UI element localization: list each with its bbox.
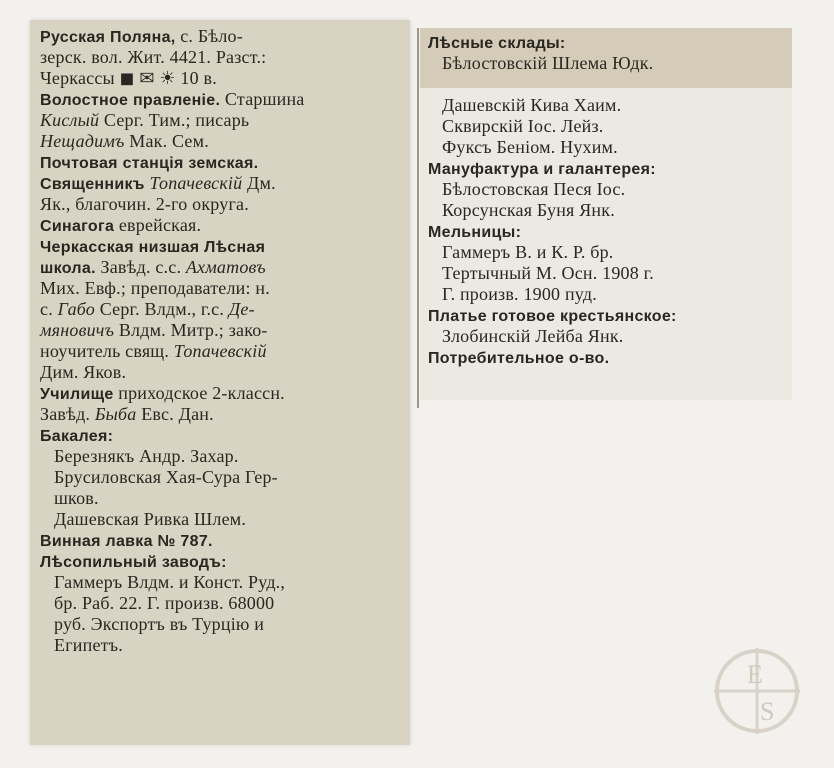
text: зерск. вол. Жит. 4421. Разст.: xyxy=(40,47,267,67)
list-item: Березнякъ Андр. Захар. xyxy=(54,446,239,466)
heading-uchilishche: Училище xyxy=(40,386,114,403)
watermark-letter-s: S xyxy=(760,697,775,726)
person-name: Топачевскій xyxy=(144,173,243,193)
text: Серг. Тим.; писарь xyxy=(99,110,250,130)
text: с. Бѣло- xyxy=(175,26,243,46)
watermark-letter-e: E xyxy=(747,660,763,689)
list-item: Фуксъ Беніом. Нухим. xyxy=(442,137,618,157)
text: Черкассы xyxy=(40,68,120,88)
text: Дим. Яков. xyxy=(40,362,127,382)
list-item: Египетъ. xyxy=(54,635,123,655)
heading-grocery: Бакалея: xyxy=(40,428,114,445)
heading-manufactory: Мануфактура и галантерея: xyxy=(428,161,656,178)
list-item: Злобинскій Лейба Янк. xyxy=(442,326,624,346)
list-item: Тертычный М. Осн. 1908 г. xyxy=(442,263,654,283)
text: Як., благочин. 2-го округа. xyxy=(40,194,249,214)
list-item: Гаммеръ Влдм. и Конст. Руд., xyxy=(54,572,286,592)
person-name: Топачевскій xyxy=(173,341,267,361)
list-item: Бѣлостовскій Шлема Юдк. xyxy=(442,53,654,73)
text: Завѣд. xyxy=(40,404,95,424)
person-name: Нещадимъ xyxy=(40,131,125,151)
list-item: Бѣлостовская Песя Іос. xyxy=(442,179,626,199)
text: Влдм. Митр.; зако- xyxy=(114,320,268,340)
heading-post: Почтовая станція земская. xyxy=(40,155,259,172)
right-column-text xyxy=(428,32,788,368)
list-item: шков. xyxy=(54,488,99,508)
text: еврейская. xyxy=(114,215,202,235)
heading-school: Черкасская низшая Лѣсная xyxy=(40,239,266,256)
heading-wine-shop: Винная лавка № 787. xyxy=(40,533,213,550)
list-item: руб. Экспортъ въ Турцію и xyxy=(54,614,265,634)
es-watermark-logo xyxy=(714,648,800,734)
heading-clothing: Платье готовое крестьянское: xyxy=(428,308,677,325)
text: Мак. Сем. xyxy=(124,131,209,151)
text: приходское 2-классн. xyxy=(113,383,285,403)
person-name: Кислый xyxy=(40,110,100,130)
heading-volost: Волостное правленіе. xyxy=(40,92,221,109)
list-item: Г. произв. 1900 пуд. xyxy=(442,284,597,304)
heading-timber-yards: Лѣсные склады: xyxy=(428,35,566,52)
text: Серг. Влдм., г.с. xyxy=(95,299,229,319)
person-name: Габо xyxy=(57,299,96,319)
heading-mills: Мельницы: xyxy=(428,224,522,241)
text: с. xyxy=(40,299,58,319)
column-divider xyxy=(417,28,419,408)
symbol-icons: ◼ ✉ ☀ xyxy=(119,68,176,88)
text: ноучитель свящ. xyxy=(40,341,174,361)
heading-priest: Священникъ xyxy=(40,176,145,193)
list-item: бр. Раб. 22. Г. произв. 68000 xyxy=(54,593,275,613)
person-name: Де- xyxy=(228,299,255,319)
heading-cooperative: Потребительное о-во. xyxy=(428,350,610,367)
list-item: Корсунская Буня Янк. xyxy=(442,200,615,220)
text: 10 в. xyxy=(175,68,217,88)
text: Старшина xyxy=(220,89,305,109)
heading-school-cont: школа. xyxy=(40,260,96,277)
left-column-text xyxy=(40,26,404,656)
heading-synagogue: Синагога xyxy=(40,218,115,235)
heading-village: Русская Поляна, xyxy=(40,29,176,46)
list-item: Дашевская Ривка Шлем. xyxy=(54,509,247,529)
person-name: мяновичъ xyxy=(40,320,115,340)
text: Мих. Евф.; преподаватели: н. xyxy=(40,278,270,298)
list-item: Дашевскій Кива Хаим. xyxy=(442,95,622,115)
list-item: Брусиловская Хая-Сура Гер- xyxy=(54,467,278,487)
text: Завѣд. с.с. xyxy=(95,257,186,277)
list-item: Гаммеръ В. и К. Р. бр. xyxy=(442,242,614,262)
person-name: Быба xyxy=(94,404,137,424)
list-item: Сквирскій Іос. Лейз. xyxy=(442,116,604,136)
text: Евс. Дан. xyxy=(136,404,214,424)
heading-sawmill: Лѣсопильный заводъ: xyxy=(40,554,227,571)
person-name: Ахматовъ xyxy=(185,257,266,277)
text: Дм. xyxy=(242,173,276,193)
